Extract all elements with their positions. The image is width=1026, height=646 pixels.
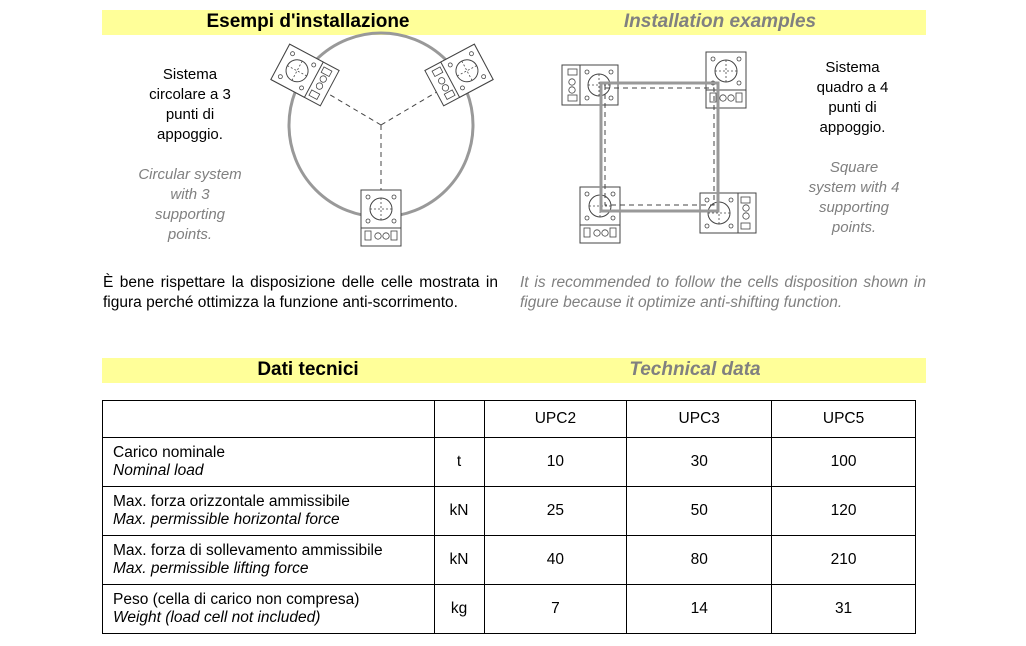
table-row: [103, 438, 916, 487]
table-cell: 210: [772, 536, 916, 585]
table-row: [103, 487, 916, 536]
table-cell: 10: [484, 438, 627, 487]
installation-title-it: Esempi d'installazione: [206, 11, 410, 32]
table-cell: 7: [484, 585, 627, 634]
technical-data-table: [102, 400, 916, 634]
installation-note-it: È bene rispettare la disposizione delle celle mostrata in figura perché ottimizza la funzione anti-scorrimento.: [103, 274, 498, 311]
row-unit: kg: [434, 585, 484, 634]
row-unit: kN: [434, 536, 484, 585]
table-cell: 120: [772, 487, 916, 536]
circular-label-en: Circular system with 3 supporting points.: [138, 166, 242, 243]
table-cell: 50: [627, 487, 772, 536]
table-header-empty: [103, 401, 435, 438]
square-label-en: Square system with 4 supporting points.: [808, 159, 900, 236]
load-cell-icon: [700, 193, 756, 233]
table-cell: 100: [772, 438, 916, 487]
installation-title-en: Installation examples: [623, 11, 817, 32]
table-cell: 25: [484, 487, 627, 536]
table-header-unit: [434, 401, 484, 438]
load-cell-icon: [562, 65, 618, 105]
row-label: Max. forza di sollevamento ammissibile Max. permissible lifting force: [103, 536, 435, 585]
technical-title-it: Dati tecnici: [257, 359, 359, 380]
column-header: UPC3: [627, 401, 772, 438]
row-label: Max. forza orizzontale ammissibile Max. permissible horizontal force: [103, 487, 435, 536]
column-header: UPC5: [772, 401, 916, 438]
table-cell: 40: [484, 536, 627, 585]
table-header-row: [103, 401, 916, 438]
installation-note-en: It is recommended to follow the cells disposition shown in figure because it optimize anti-shifting function.: [520, 274, 926, 311]
table-cell: 31: [772, 585, 916, 634]
table-row: [103, 585, 916, 634]
technical-title-en: Technical data: [629, 359, 761, 380]
column-header: UPC2: [484, 401, 627, 438]
load-cell-icon: [706, 52, 746, 108]
row-label: Peso (cella di carico non compresa) Weight (load cell not included): [103, 585, 435, 634]
table-cell: 30: [627, 438, 772, 487]
row-label: Carico nominale Nominal load: [103, 438, 435, 487]
row-unit: t: [434, 438, 484, 487]
table-row: [103, 536, 916, 585]
table-cell: 14: [627, 585, 772, 634]
row-unit: kN: [434, 487, 484, 536]
table-cell: 80: [627, 536, 772, 585]
circular-label-it: Sistema circolare a 3 punti di appoggio.: [149, 66, 231, 143]
square-label-it: Sistema quadro a 4 punti di appoggio.: [816, 59, 889, 136]
